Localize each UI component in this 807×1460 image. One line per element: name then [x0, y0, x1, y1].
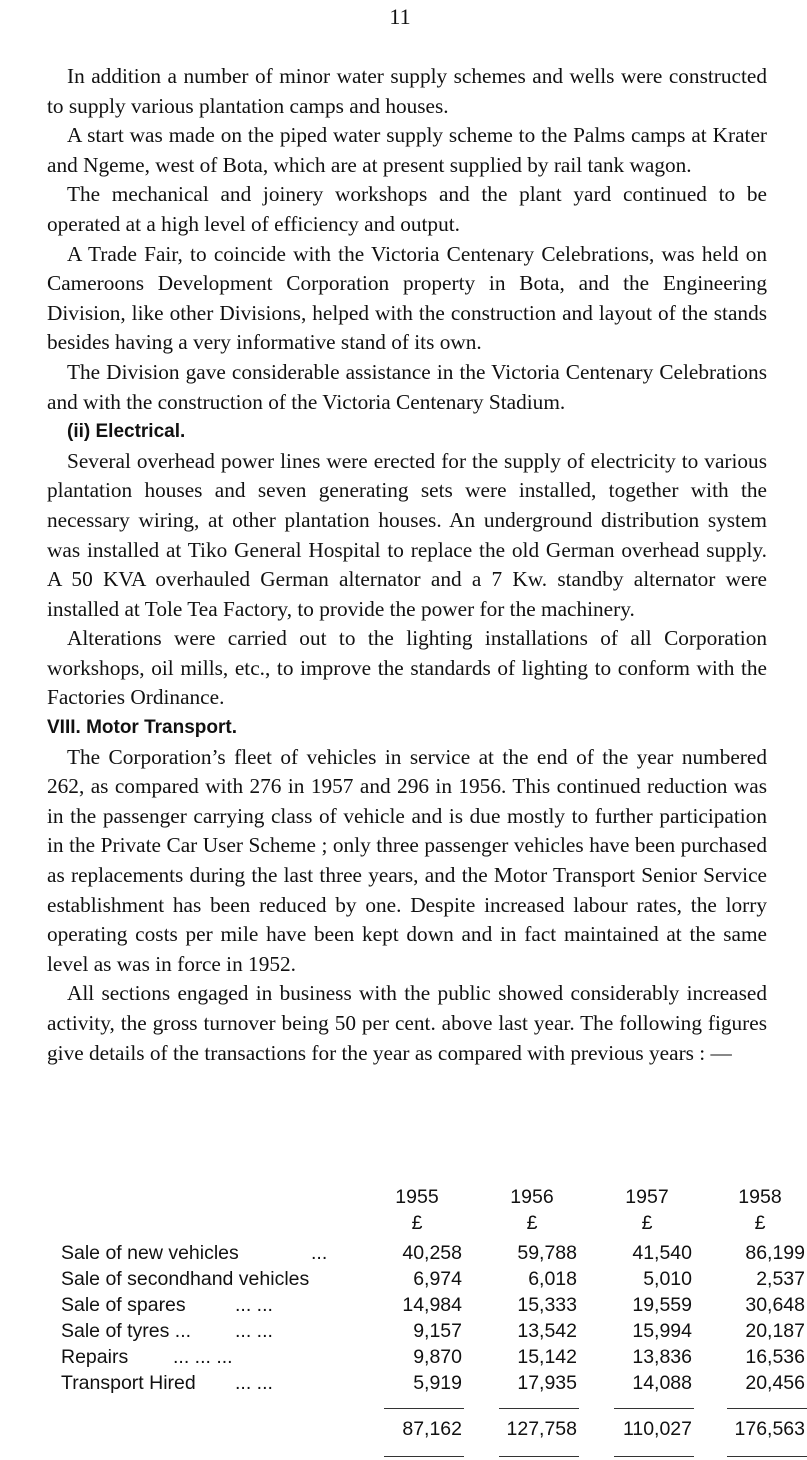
table-rule-row — [47, 1446, 777, 1460]
paragraph: The mechanical and joinery workshops and the plant yard continued to be operated at a high level of efficiency and output. — [47, 182, 767, 236]
table-cell: 9,157 — [413, 1320, 462, 1342]
paragraph: In addition a number of minor water supply schemes and wells were constructed to supply various plantation camps and houses. — [47, 64, 767, 118]
sum-rule — [614, 1408, 694, 1409]
table-cell: 13,542 — [517, 1320, 577, 1342]
currency-header: £ — [526, 1212, 538, 1234]
total-rule — [384, 1456, 464, 1457]
table-cell: 41,540 — [632, 1242, 692, 1264]
total-cell: 176,563 — [734, 1418, 805, 1440]
table-cell: 5,010 — [643, 1268, 692, 1290]
year-header: 1956 — [510, 1186, 554, 1208]
currency-header: £ — [754, 1212, 766, 1234]
table-cell: 30,648 — [745, 1294, 805, 1316]
sum-rule — [384, 1408, 464, 1409]
table-cell: 14,984 — [402, 1294, 462, 1316]
row-label: Sale of secondhand vehicles — [61, 1268, 310, 1290]
section-heading-electrical: (ii) Electrical. — [67, 421, 186, 443]
total-cell: 87,162 — [402, 1418, 462, 1440]
table-row — [47, 1294, 805, 1320]
sum-rule — [727, 1408, 807, 1409]
year-header: 1955 — [395, 1186, 439, 1208]
table-cell: 13,836 — [632, 1346, 692, 1368]
table-cell: 17,935 — [517, 1372, 577, 1394]
table-row — [47, 1320, 805, 1346]
table-rule-row — [47, 1398, 777, 1412]
table-cell: 19,559 — [632, 1294, 692, 1316]
table-cell: 59,788 — [517, 1242, 577, 1264]
currency-header: £ — [641, 1212, 653, 1234]
page-number: 11 — [389, 4, 411, 29]
table-row — [47, 1242, 805, 1268]
paragraph: The Corporation’s fleet of vehicles in service at the end of the year numbered 262, as compared with 276 in 1957 and 296 in 1956. This continued reduction was in the passenger carrying class of vehicle and is due mostly to further participation in the Private Car User Scheme ; only three passenger vehicles have been purchased as replacements during the last three years, and the Motor Transport Senior Service establishment has been reduced by one. Despite increased labour rates, the lorry operating costs per mile have been kept down and in fact maintained at the same level as was in force in 1952. — [47, 744, 767, 976]
table-cell: 15,333 — [517, 1294, 577, 1316]
paragraph: The Division gave considerable assistance in the Victoria Centenary Celebrations and with the construction of the Victoria Centenary Stadium. — [47, 359, 767, 414]
leader-dots: ... ... — [235, 1372, 273, 1394]
table-row — [47, 1268, 805, 1294]
paragraph: All sections engaged in business with the public showed considerably increased activity, the gross turnover being 50 per cent. above last year. The following figures give details of the transactions for the year as compared with previous years : — — [47, 981, 767, 1065]
year-header: 1957 — [625, 1186, 669, 1208]
table-cell: 20,456 — [745, 1372, 805, 1394]
total-cell: 127,758 — [506, 1418, 577, 1440]
paragraph: A Trade Fair, to coincide with the Victoria Centenary Celebrations, was held on Cameroons Development Corporation property in Bota, and the Engineering Division, like other Divisions, helped with the construction and layout of the stands besides having a very informative stand of its own. — [47, 241, 767, 355]
table-cell: 15,142 — [517, 1346, 577, 1368]
table-cell: 16,536 — [745, 1346, 805, 1368]
table-cell: 6,018 — [528, 1268, 577, 1290]
leader-dots: ... ... — [235, 1294, 273, 1316]
total-cell: 110,027 — [622, 1418, 692, 1440]
row-label: Sale of new vehicles — [61, 1242, 239, 1264]
sum-rule — [499, 1408, 579, 1409]
leader-dots: ... — [311, 1242, 328, 1264]
total-rule — [499, 1456, 579, 1457]
leader-dots: ... ... ... — [173, 1346, 233, 1368]
total-rule — [614, 1456, 694, 1457]
transactions-table — [47, 1186, 805, 1460]
row-label: Repairs — [61, 1346, 129, 1368]
table-cell: 86,199 — [745, 1242, 805, 1264]
table-totals-row — [47, 1412, 805, 1446]
table-cell: 15,994 — [632, 1320, 692, 1342]
table-header-currency — [47, 1212, 777, 1242]
table-row — [47, 1372, 805, 1398]
currency-header: £ — [411, 1212, 423, 1234]
section-heading-motor-transport: VIII. Motor Transport. — [47, 717, 238, 739]
table-cell: 9,870 — [413, 1346, 462, 1368]
table-cell: 5,919 — [413, 1372, 462, 1394]
table-header-years — [47, 1186, 782, 1212]
leader-dots: ... ... — [235, 1320, 273, 1342]
paragraph: Several overhead power lines were erected for the supply of electricity to various plantation houses and seven generating sets were installed, together with the necessary wiring, at other plantation houses. An underground distribution system was installed at Tiko General Hospital to replace the old German overhead supply. A 50 KVA overhauled German alternator and a 7 Kw. standby alternator were installed at Tole Tea Factory, to provide the power for the machinery. — [47, 448, 767, 621]
paragraph: A start was made on the piped water supply scheme to the Palms camps at Krater and Ngeme, west of Bota, which are at present supplied by rail tank wagon. — [47, 123, 767, 177]
row-label: Sale of tyres ... — [61, 1320, 192, 1342]
total-rule — [727, 1456, 807, 1457]
year-header: 1958 — [738, 1186, 782, 1208]
table-row — [47, 1346, 805, 1372]
body-text — [47, 62, 767, 1068]
table-cell: 40,258 — [402, 1242, 462, 1264]
row-label: Sale of spares — [61, 1294, 186, 1316]
row-label: Transport Hired — [61, 1372, 196, 1394]
table-cell: 14,088 — [632, 1372, 692, 1394]
table-cell: 20,187 — [745, 1320, 805, 1342]
table-cell: 6,974 — [413, 1268, 462, 1290]
paragraph: Alterations were carried out to the lighting installations of all Corporation workshops, oil mills, etc., to improve the standards of lighting to conform with the Factories Ordinance. — [47, 626, 767, 710]
table-cell: 2,537 — [756, 1268, 805, 1290]
